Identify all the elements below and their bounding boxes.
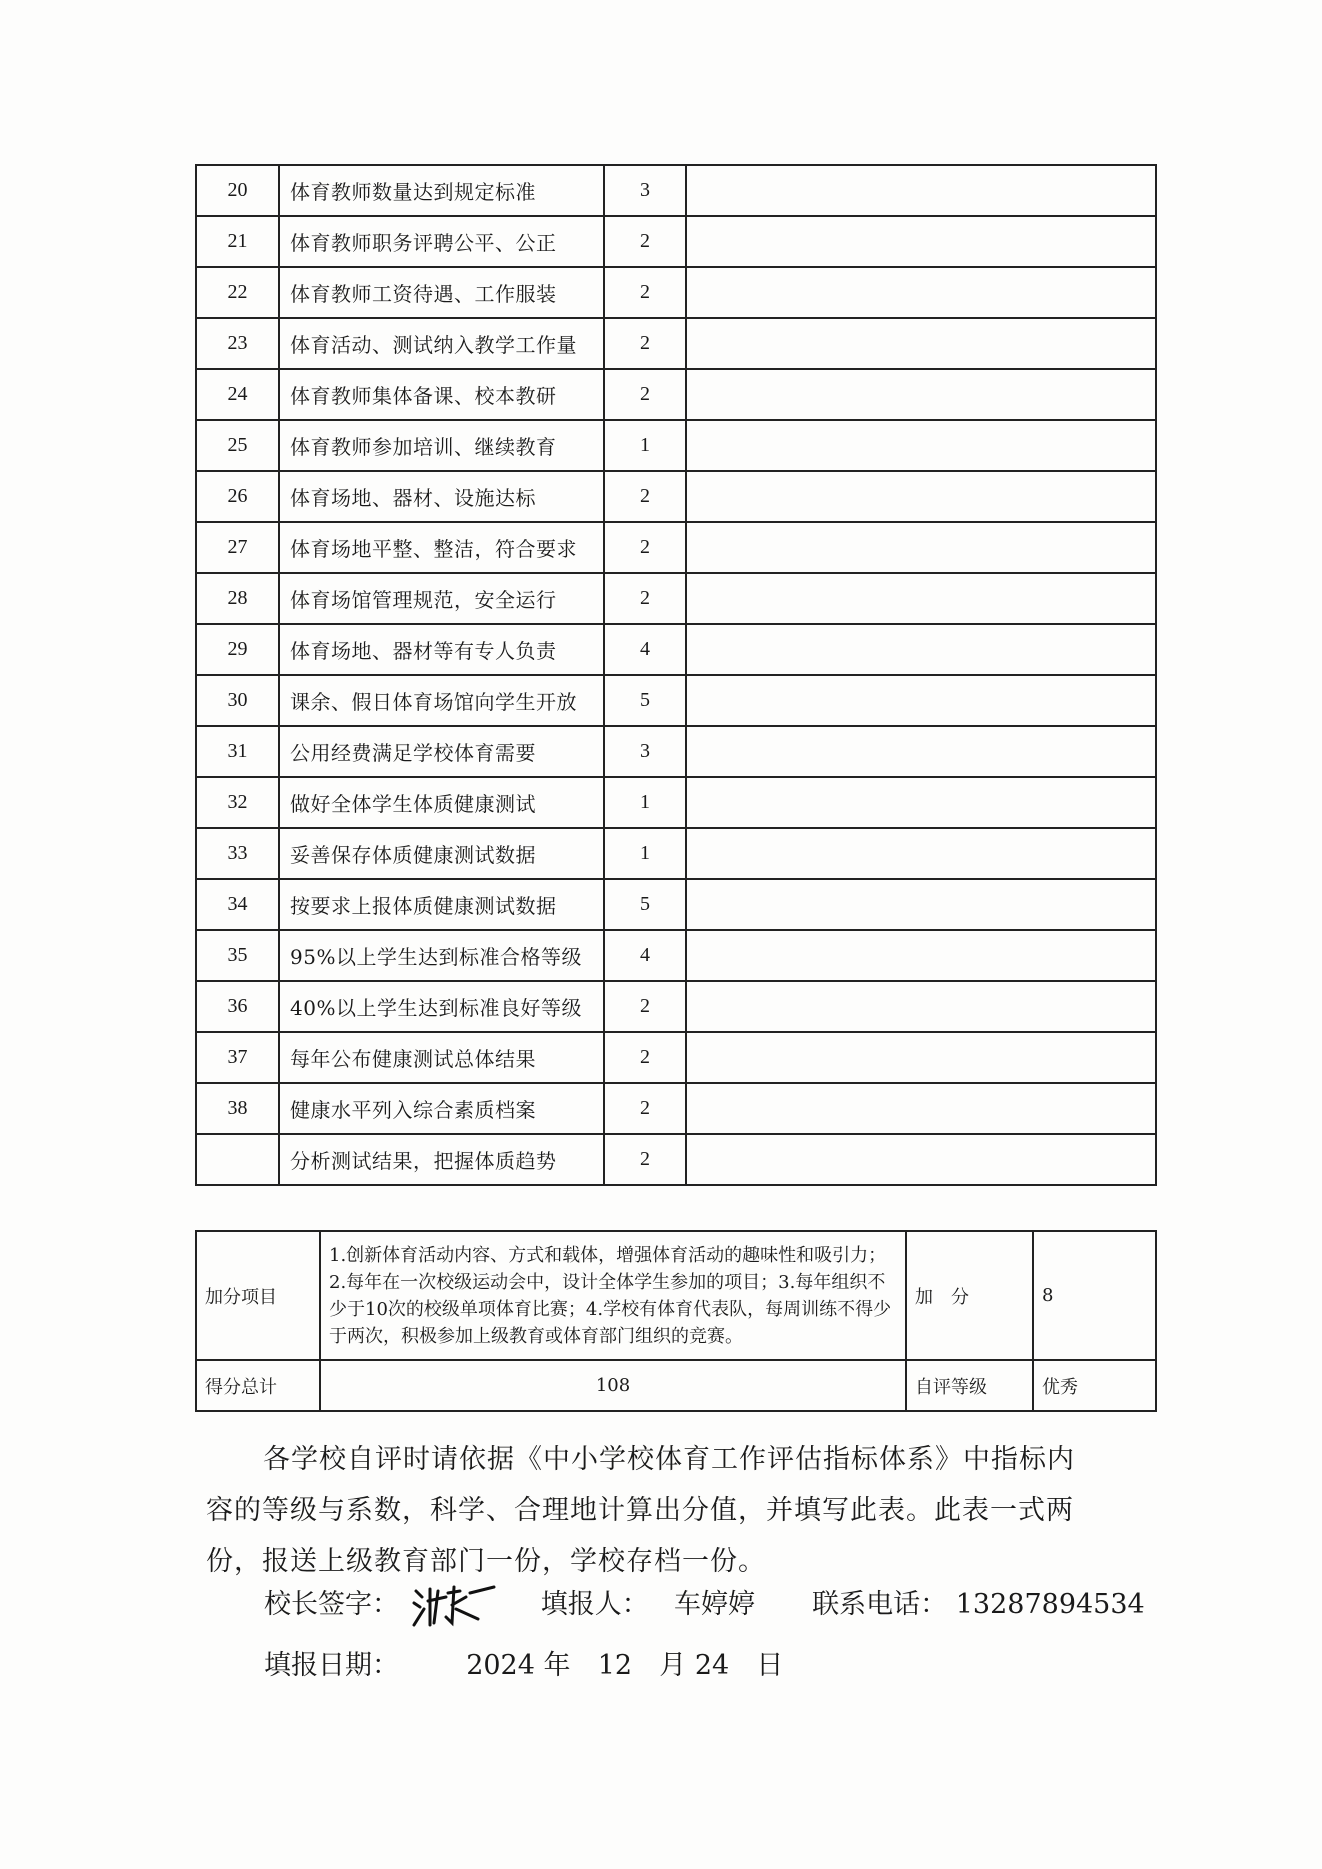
filler-name: 车婷婷 [673,1589,755,1620]
principal-signature [408,1583,498,1629]
table-row [196,777,1156,828]
row-note [686,420,1156,471]
table-row [196,165,1156,216]
row-note [686,573,1156,624]
table-row [196,879,1156,930]
table-row [196,522,1156,573]
row-item: 体育活动、测试纳入教学工作量 [279,318,604,369]
date-month: 12 [597,1650,633,1681]
table-row [196,573,1156,624]
table-row [196,726,1156,777]
row-item: 体育场地、器材、设施达标 [279,471,604,522]
note-line-1: 各学校自评时请依据《中小学校体育工作评估指标体系》中指标内 [263,1444,1075,1475]
row-number: 23 [196,318,279,369]
row-item: 健康水平列入综合素质档案 [279,1083,604,1134]
row-score: 5 [604,879,686,930]
row-number: 24 [196,369,279,420]
row-score: 4 [604,624,686,675]
row-note [686,777,1156,828]
table-row [196,675,1156,726]
table-row [196,216,1156,267]
row-number: 33 [196,828,279,879]
row-note [686,165,1156,216]
grade-label: 自评等级 [906,1360,1033,1411]
date-line [264,1643,783,1682]
row-note [686,318,1156,369]
total-value: 108 [320,1360,906,1411]
row-number: 22 [196,267,279,318]
row-note [686,267,1156,318]
signature-line [264,1582,1145,1629]
row-note [686,522,1156,573]
table-row [196,1083,1156,1134]
row-score: 5 [604,675,686,726]
row-note [686,471,1156,522]
grade-value: 优秀 [1033,1360,1156,1411]
row-item: 体育场地、器材等有专人负责 [279,624,604,675]
note-line-2: 容的等级与系数，科学、合理地计算出分值，并填写此表。此表一式两 [206,1495,1074,1526]
row-number: 28 [196,573,279,624]
row-score: 2 [604,1083,686,1134]
filler-label: 填报人： [540,1589,649,1620]
row-item: 课余、假日体育场馆向学生开放 [279,675,604,726]
row-number: 32 [196,777,279,828]
principal-label: 校长签字： [264,1589,399,1620]
row-note [686,930,1156,981]
table-row [196,267,1156,318]
row-number: 20 [196,165,279,216]
row-item: 体育教师数量达到规定标准 [279,165,604,216]
table-row [196,1134,1156,1185]
date-day: 24 [694,1650,730,1681]
row-number: 36 [196,981,279,1032]
table-row [196,828,1156,879]
date-label: 填报日期： [264,1650,399,1681]
table-row [196,471,1156,522]
row-number: 29 [196,624,279,675]
row-item: 95%以上学生达到标准合格等级 [279,930,604,981]
table-row [196,318,1156,369]
row-note [686,369,1156,420]
phone-label: 联系电话： [812,1589,948,1620]
row-item: 40%以上学生达到标准良好等级 [279,981,604,1032]
row-score: 4 [604,930,686,981]
table-row [196,624,1156,675]
row-note [686,879,1156,930]
date-year-unit: 年 [543,1650,571,1681]
row-note [686,726,1156,777]
row-note [686,981,1156,1032]
table-row [196,420,1156,471]
row-score: 2 [604,369,686,420]
total-label: 得分总计 [196,1360,320,1411]
table-row [196,369,1156,420]
row-item: 分析测试结果，把握体质趋势 [279,1134,604,1185]
date-year: 2024 [466,1650,535,1681]
row-score: 2 [604,981,686,1032]
table-row [196,1032,1156,1083]
row-note [686,675,1156,726]
total-row [196,1360,1156,1411]
row-item: 做好全体学生体质健康测试 [279,777,604,828]
row-item: 体育教师职务评聘公平、公正 [279,216,604,267]
row-note [686,1134,1156,1185]
row-score: 3 [604,726,686,777]
row-score: 2 [604,318,686,369]
row-score: 2 [604,573,686,624]
row-item: 公用经费满足学校体育需要 [279,726,604,777]
summary-table [195,1230,1157,1412]
table-row [196,981,1156,1032]
row-score: 3 [604,165,686,216]
evaluation-table [195,164,1157,1186]
row-number: 31 [196,726,279,777]
row-number: 30 [196,675,279,726]
row-item: 体育教师集体备课、校本教研 [279,369,604,420]
row-number: 21 [196,216,279,267]
row-score: 2 [604,522,686,573]
bonus-row [196,1231,1156,1360]
row-number: 26 [196,471,279,522]
row-note [686,624,1156,675]
row-item: 按要求上报体质健康测试数据 [279,879,604,930]
row-number: 27 [196,522,279,573]
row-number: 37 [196,1032,279,1083]
bonus-label: 加分项目 [196,1231,320,1360]
row-note [686,828,1156,879]
row-note [686,216,1156,267]
row-score: 2 [604,1032,686,1083]
row-item: 妥善保存体质健康测试数据 [279,828,604,879]
row-score: 2 [604,471,686,522]
table-row [196,930,1156,981]
row-score: 1 [604,828,686,879]
row-number: 25 [196,420,279,471]
row-note [686,1083,1156,1134]
row-score: 2 [604,216,686,267]
row-item: 体育场地平整、整洁，符合要求 [279,522,604,573]
row-item: 体育教师参加培训、继续教育 [279,420,604,471]
bonus-score-label: 加 分 [906,1231,1033,1360]
row-item: 每年公布健康测试总体结果 [279,1032,604,1083]
note-line-3: 份，报送上级教育部门一份，学校存档一份。 [206,1546,766,1577]
bonus-score: 8 [1033,1231,1156,1360]
row-score: 2 [604,1134,686,1185]
date-day-unit: 日 [756,1650,784,1681]
row-score: 1 [604,420,686,471]
bonus-text: 1.创新体育活动内容、方式和载体，增强体育活动的趣味性和吸引力；2.每年在一次校级运动会中，设计全体学生参加的项目；3.每年组织不少于10次的校级单项体育比赛；4.学校有体育代表队，每周训练不得少于两次，积极参加上级教育或体育部门组织的竞赛。 [320,1231,906,1360]
row-score: 2 [604,267,686,318]
row-number: 38 [196,1083,279,1134]
row-note [686,1032,1156,1083]
row-number [196,1134,279,1185]
row-number: 34 [196,879,279,930]
row-score: 1 [604,777,686,828]
row-item: 体育场馆管理规范，安全运行 [279,573,604,624]
row-number: 35 [196,930,279,981]
phone-number: 13287894534 [955,1589,1145,1620]
date-month-unit: 月 [659,1650,687,1681]
row-item: 体育教师工资待遇、工作服装 [279,267,604,318]
